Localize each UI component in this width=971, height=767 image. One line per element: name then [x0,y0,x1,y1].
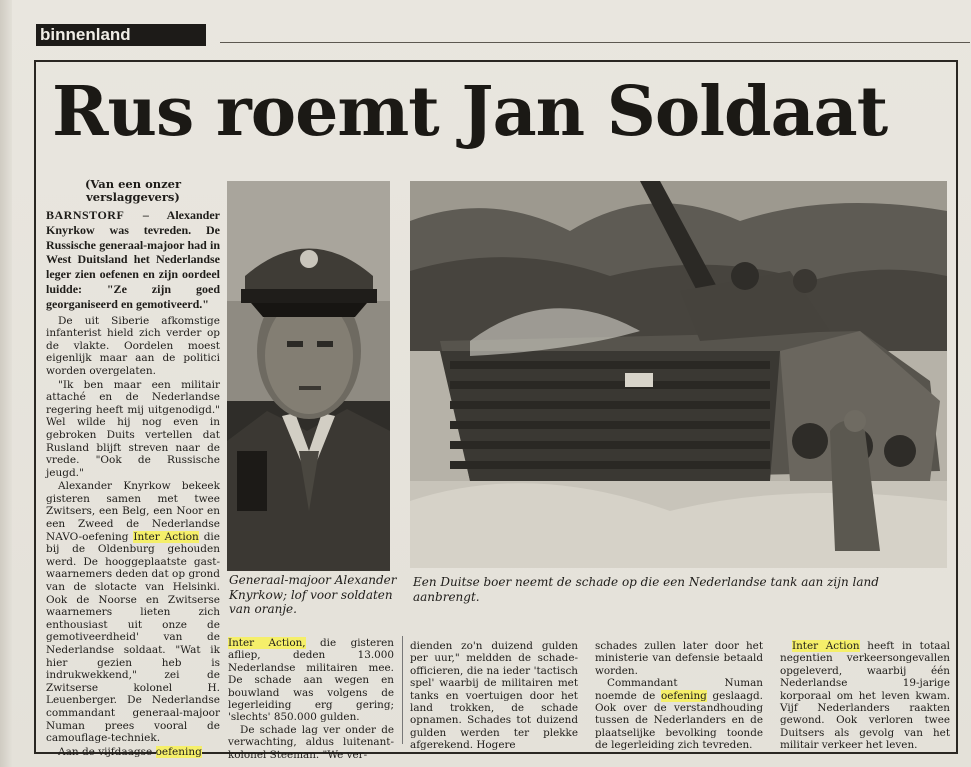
para3-before: Alexander Knyrkow bekeek gisteren samen met twee Zwitsers, een Belg, een Noor en een Zweed de Nederlandse NAVO-oefening [46,480,220,543]
para4-before: Aan de vijfdaagse [58,745,156,758]
portrait-caption: Generaal-majoor Alexander Knyrkow; lof voor soldaten van oranje. [229,573,397,616]
headline: Rus roemt Jan Soldaat [52,72,888,152]
highlight-inter-action: Inter Action [133,530,199,543]
body-column-4 [595,640,763,752]
para3-after: die bij de Oldenburg gehouden werd. De hooggeplaatste gast-waarnemers deden dat op grond van de slotacte van Helsinki. Ook de Noorse en Zwitserse waarnemers lieten zich enthousiast uit onze de gemotiveerdheid' van de Nederlandse soldaat. "Wat ik hier gezien heb is indrukwekkend," zei de Zwitserse kolonel H. Leuenberger. De Nederlandse commandant generaal-majoor Numan prees vooral de camouflage-techniek. [46,530,221,745]
byline: (Van een onzer verslaggevers) [84,177,182,204]
intro-paragraph-3 [46,480,220,744]
col4-after: geslaagd. Ook over de verstandhouding tussen de Nederlanders en de plaatselijke bevolking toonde de legerleiding zich tevreden. [595,689,763,752]
highlight-inter-action-2: Inter Action, [228,637,306,649]
intro-column [46,178,220,759]
col2-paragraph-1 [228,637,394,724]
lead-text: – Alexander Knyrkow was tevreden. De Russische generaal-majoor had in West Duitsland het Nederlandse leger zien oefenen en zijn oordeel luidde: "Ze zijn goed georganiseerd en gemotiveerd." [46,208,220,311]
col2-paragraph-2: De schade lag ver onder de verwachting, aldus luitenant-kolonel Steeman. "We ver- [228,723,394,761]
col2-text: die gisteren afliep, deden 13.000 Nederlandse militairen mee. De schade aan wegen en bouwland was volgens de legerleiding erg gering; 'slechts' 850.000 gulden. [228,637,395,724]
col4-before: Commandant Numan noemde de [595,677,763,702]
section-label: binnenland [36,24,206,46]
col3-text: dienden zo'n duizend gulden per uur," meldden de schade-officieren, die na ieder 'tactisch spel' waarbij de militairen met tanks en voertuigen door het land trokken, de schade opnamen. Schades tot duizend gulden werden ter plekke afgerekend. Hogere [410,640,578,752]
tank-caption: Een Duitse boer neemt de schade op die een Nederlandse tank aan zijn land aanbrengt. [413,575,879,604]
column-divider [402,636,403,744]
col4-text-1: schades zullen later door het ministerie van defensie betaald worden. [595,640,763,677]
body-column-3 [410,640,578,752]
portrait-photo [227,181,390,571]
lead-paragraph [46,208,220,312]
highlight-inter-action-3: Inter Action [792,640,860,652]
body-column-5 [780,640,950,752]
highlight-oefening-2: oefening [661,689,707,702]
intro-paragraph-4 [46,746,220,759]
intro-paragraph-2: "Ik ben maar een militair attaché en de Nederlandse regering heeft mij uitgenodigd." Wel wilde hij nog even in gebroken Duits vertellen dat Rusland blijft streven naar de vrede. "Ook de Russische jeugd." [46,378,220,479]
portrait-illustration [227,181,390,571]
page-edge [0,0,12,767]
tank-illustration [410,181,947,568]
highlight-oefening: oefening [155,745,202,758]
intro-paragraph-1: De uit Siberie afkomstige infanterist hield zich verder op de vlakte. Oordelen moest eigenlijk maar aan de politici worden overgelaten. [46,314,220,377]
top-rule [220,42,970,43]
dateline: BARNSTORF [46,208,125,222]
col5-text: heeft in totaal negentien verkeersongevallen opgeleverd, waarbij één Nederlandse 19-jarige korporaal om het leven kwam. Vijf Nederlanders raakten gewond. Ook verloren twee Duitsers als gevolg van het militair verkeer het leven. [780,640,950,752]
body-column-2 [228,637,394,761]
col4-paragraph-2 [595,677,763,751]
tank-photo [410,181,947,568]
col5-paragraph [780,640,950,752]
